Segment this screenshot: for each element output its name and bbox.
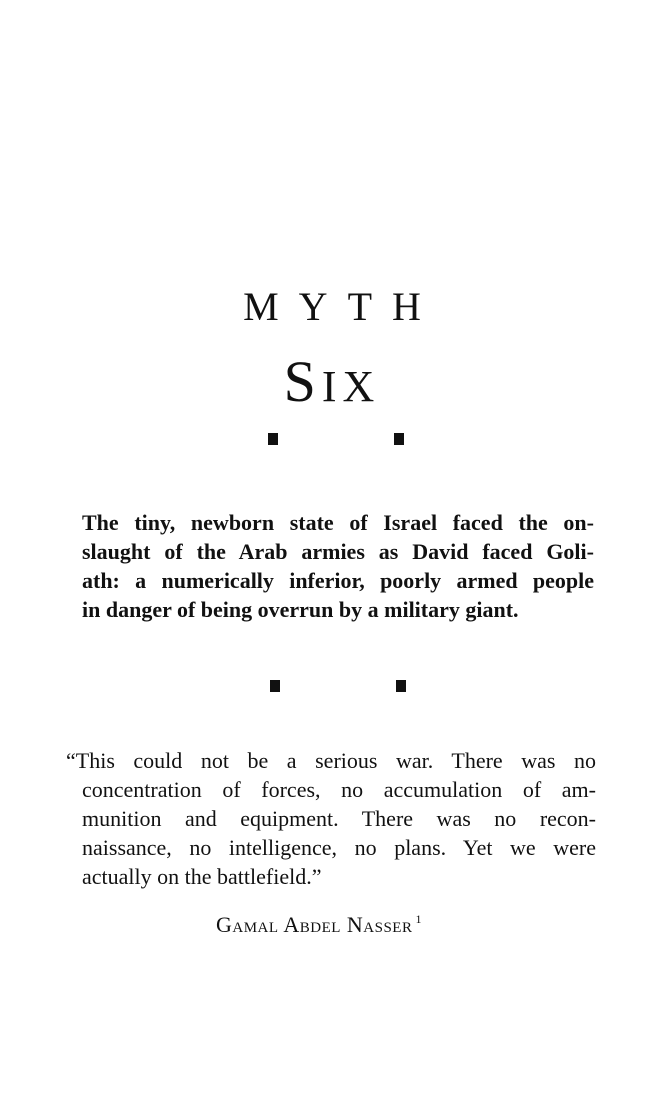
square-bullet-icon bbox=[270, 680, 280, 692]
myth-statement-line: slaught of the Arab armies as David faced Goli- bbox=[82, 539, 594, 564]
ornament-bottom bbox=[0, 680, 664, 694]
myth-statement-line: ath: a numerically inferior, poorly armed people bbox=[82, 568, 594, 593]
chapter-number-initial: S bbox=[283, 349, 322, 414]
quote-line: “This could not be a serious war. There was no bbox=[66, 748, 596, 773]
myth-statement bbox=[82, 508, 594, 624]
footnote-marker: 1 bbox=[415, 912, 422, 926]
quote-attribution bbox=[216, 905, 422, 939]
ornament-top bbox=[0, 433, 664, 447]
square-bullet-icon bbox=[394, 433, 404, 445]
myth-statement-line: The tiny, newborn state of Israel faced the on- bbox=[82, 510, 594, 535]
chapter-label: MYTH bbox=[243, 284, 441, 329]
myth-statement-line: in danger of being overrun by a military giant. bbox=[82, 597, 519, 622]
chapter-number-rest: IX bbox=[321, 362, 381, 411]
square-bullet-icon bbox=[396, 680, 406, 692]
quote-line: actually on the battlefield.” bbox=[82, 864, 322, 889]
quote-line: munition and equipment. There was no recon- bbox=[82, 806, 596, 831]
attribution-name: Gamal Abdel Nasser bbox=[216, 912, 413, 937]
quote-line: concentration of forces, no accumulation of am- bbox=[82, 777, 596, 802]
chapter-number bbox=[0, 349, 664, 420]
quote-line: naissance, no intelligence, no plans. Yet we were bbox=[82, 835, 596, 860]
epigraph-quote bbox=[66, 746, 596, 891]
square-bullet-icon bbox=[268, 433, 278, 445]
